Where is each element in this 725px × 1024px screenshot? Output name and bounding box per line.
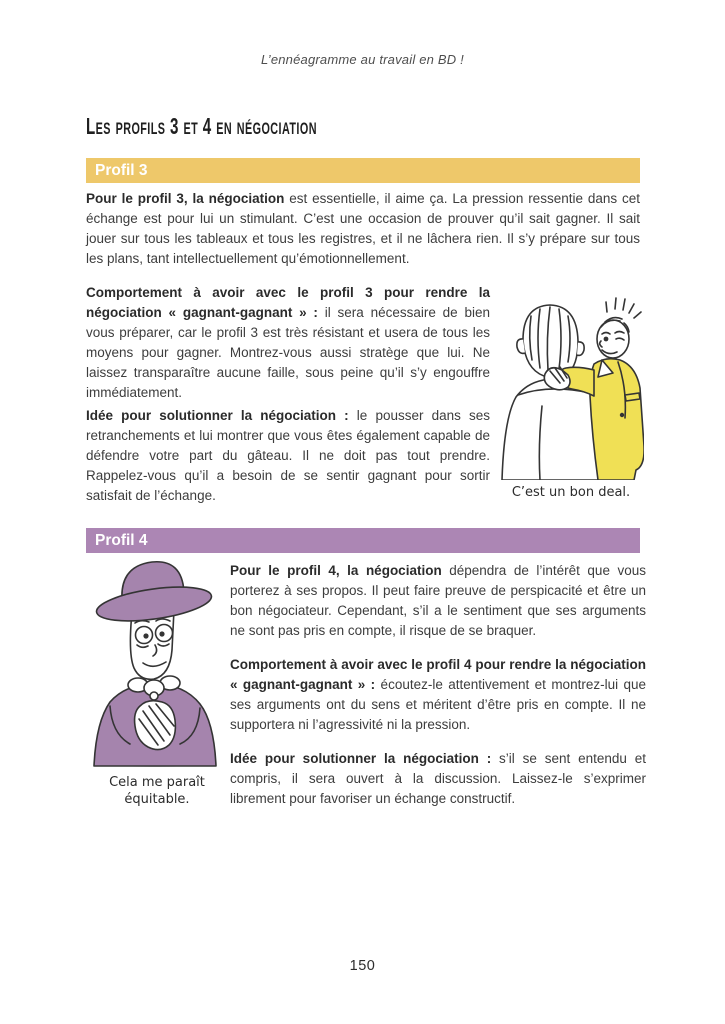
profile4-paragraph-behaviour xyxy=(230,655,646,735)
paragraph-lead-bold: Pour le profil 4, la négociation xyxy=(230,563,442,578)
profile3-illustration xyxy=(498,296,644,480)
page-title: Les profils 3 et 4 en négociation xyxy=(86,114,317,140)
paragraph-text: écoutez-le attentivement et montrez-lui que ses arguments ont du sens et méritent d’être pris en compte. Il ne supportera ni l’agressivité ni la pression. xyxy=(230,677,646,732)
profile4-paragraph-idea xyxy=(230,749,646,809)
equitable-cartoon-image xyxy=(84,554,230,768)
profile3-paragraph-behaviour xyxy=(86,283,490,403)
page-number: 150 xyxy=(349,958,376,974)
paragraph-text: il sera nécessaire de bien vous préparer, car le profil 3 est très résistant et usera de tous les moyens pour gagner. Montrez-vous aussi stratège que lui. Ne laissez transparaître aucune faille, sous peine qu’il s’y engouffre immédiatement. xyxy=(86,305,490,400)
profile4-paragraph-intro xyxy=(230,561,646,641)
profile3-paragraph-idea xyxy=(86,406,490,506)
paragraph-lead-bold: Idée pour solutionner la négociation : xyxy=(230,751,492,766)
negotiation-cartoon-image xyxy=(498,296,644,480)
paragraph-lead-bold: Comportement à avoir avec le profil 3 pour rendre la négociation « gagnant-gagnant » : xyxy=(86,285,490,320)
profile4-header-bar xyxy=(86,528,640,553)
paragraph-lead-bold: Pour le profil 3, la négociation xyxy=(86,191,285,206)
profile4-illustration xyxy=(84,554,230,768)
running-header: L’ennéagramme au travail en BD ! xyxy=(261,52,464,67)
profile3-header-bar xyxy=(86,158,640,183)
profile3-header-label: Profil 3 xyxy=(95,162,148,179)
paragraph-text: le pousser dans ses retranchements et lui montrer que vous êtes également capable de défendre votre part du gâteau. Il ne doit pas tout prendre. Rappelez-vous qu’il a besoin de se sentir gagnant pour sortir satisfait de l’échange. xyxy=(86,408,491,503)
paragraph-text: s’il se sent entendu et compris, il sera ouvert à la discussion. Laissez-le s’exprimer librement pour favoriser un échange constructif. xyxy=(230,751,646,806)
profile4-caption: Cela me paraît équitable. xyxy=(109,775,205,807)
profile3-paragraph-intro xyxy=(86,189,640,269)
profile4-header-label: Profil 4 xyxy=(95,532,148,549)
paragraph-text: dépendra de l’intérêt que vous porterez à ses propos. Il peut faire preuve de perspicacité et être un bon négociateur. Cependant, s’il a le sentiment que ses arguments ne sont pas pris en compte, il risque de se braquer. xyxy=(230,563,646,638)
paragraph-text: est essentielle, il aime ça. La pression ressentie dans cet échange est pour lui un stimulant. C’est une occasion de prouver qu’il sait gagner. Il sait jouer sur tous les tableaux et tous les registres, et il ne lâchera rien. Il s’y prépare sur tous les plans, tant intellectuellement qu’émotionnellement. xyxy=(86,191,640,266)
profile3-caption: C’est un bon deal. xyxy=(511,485,631,500)
paragraph-lead-bold: Comportement à avoir avec le profil 4 pour rendre la négociation « gagnant-gagnant » : xyxy=(230,657,646,692)
paragraph-lead-bold: Idée pour solutionner la négociation : xyxy=(86,408,349,423)
